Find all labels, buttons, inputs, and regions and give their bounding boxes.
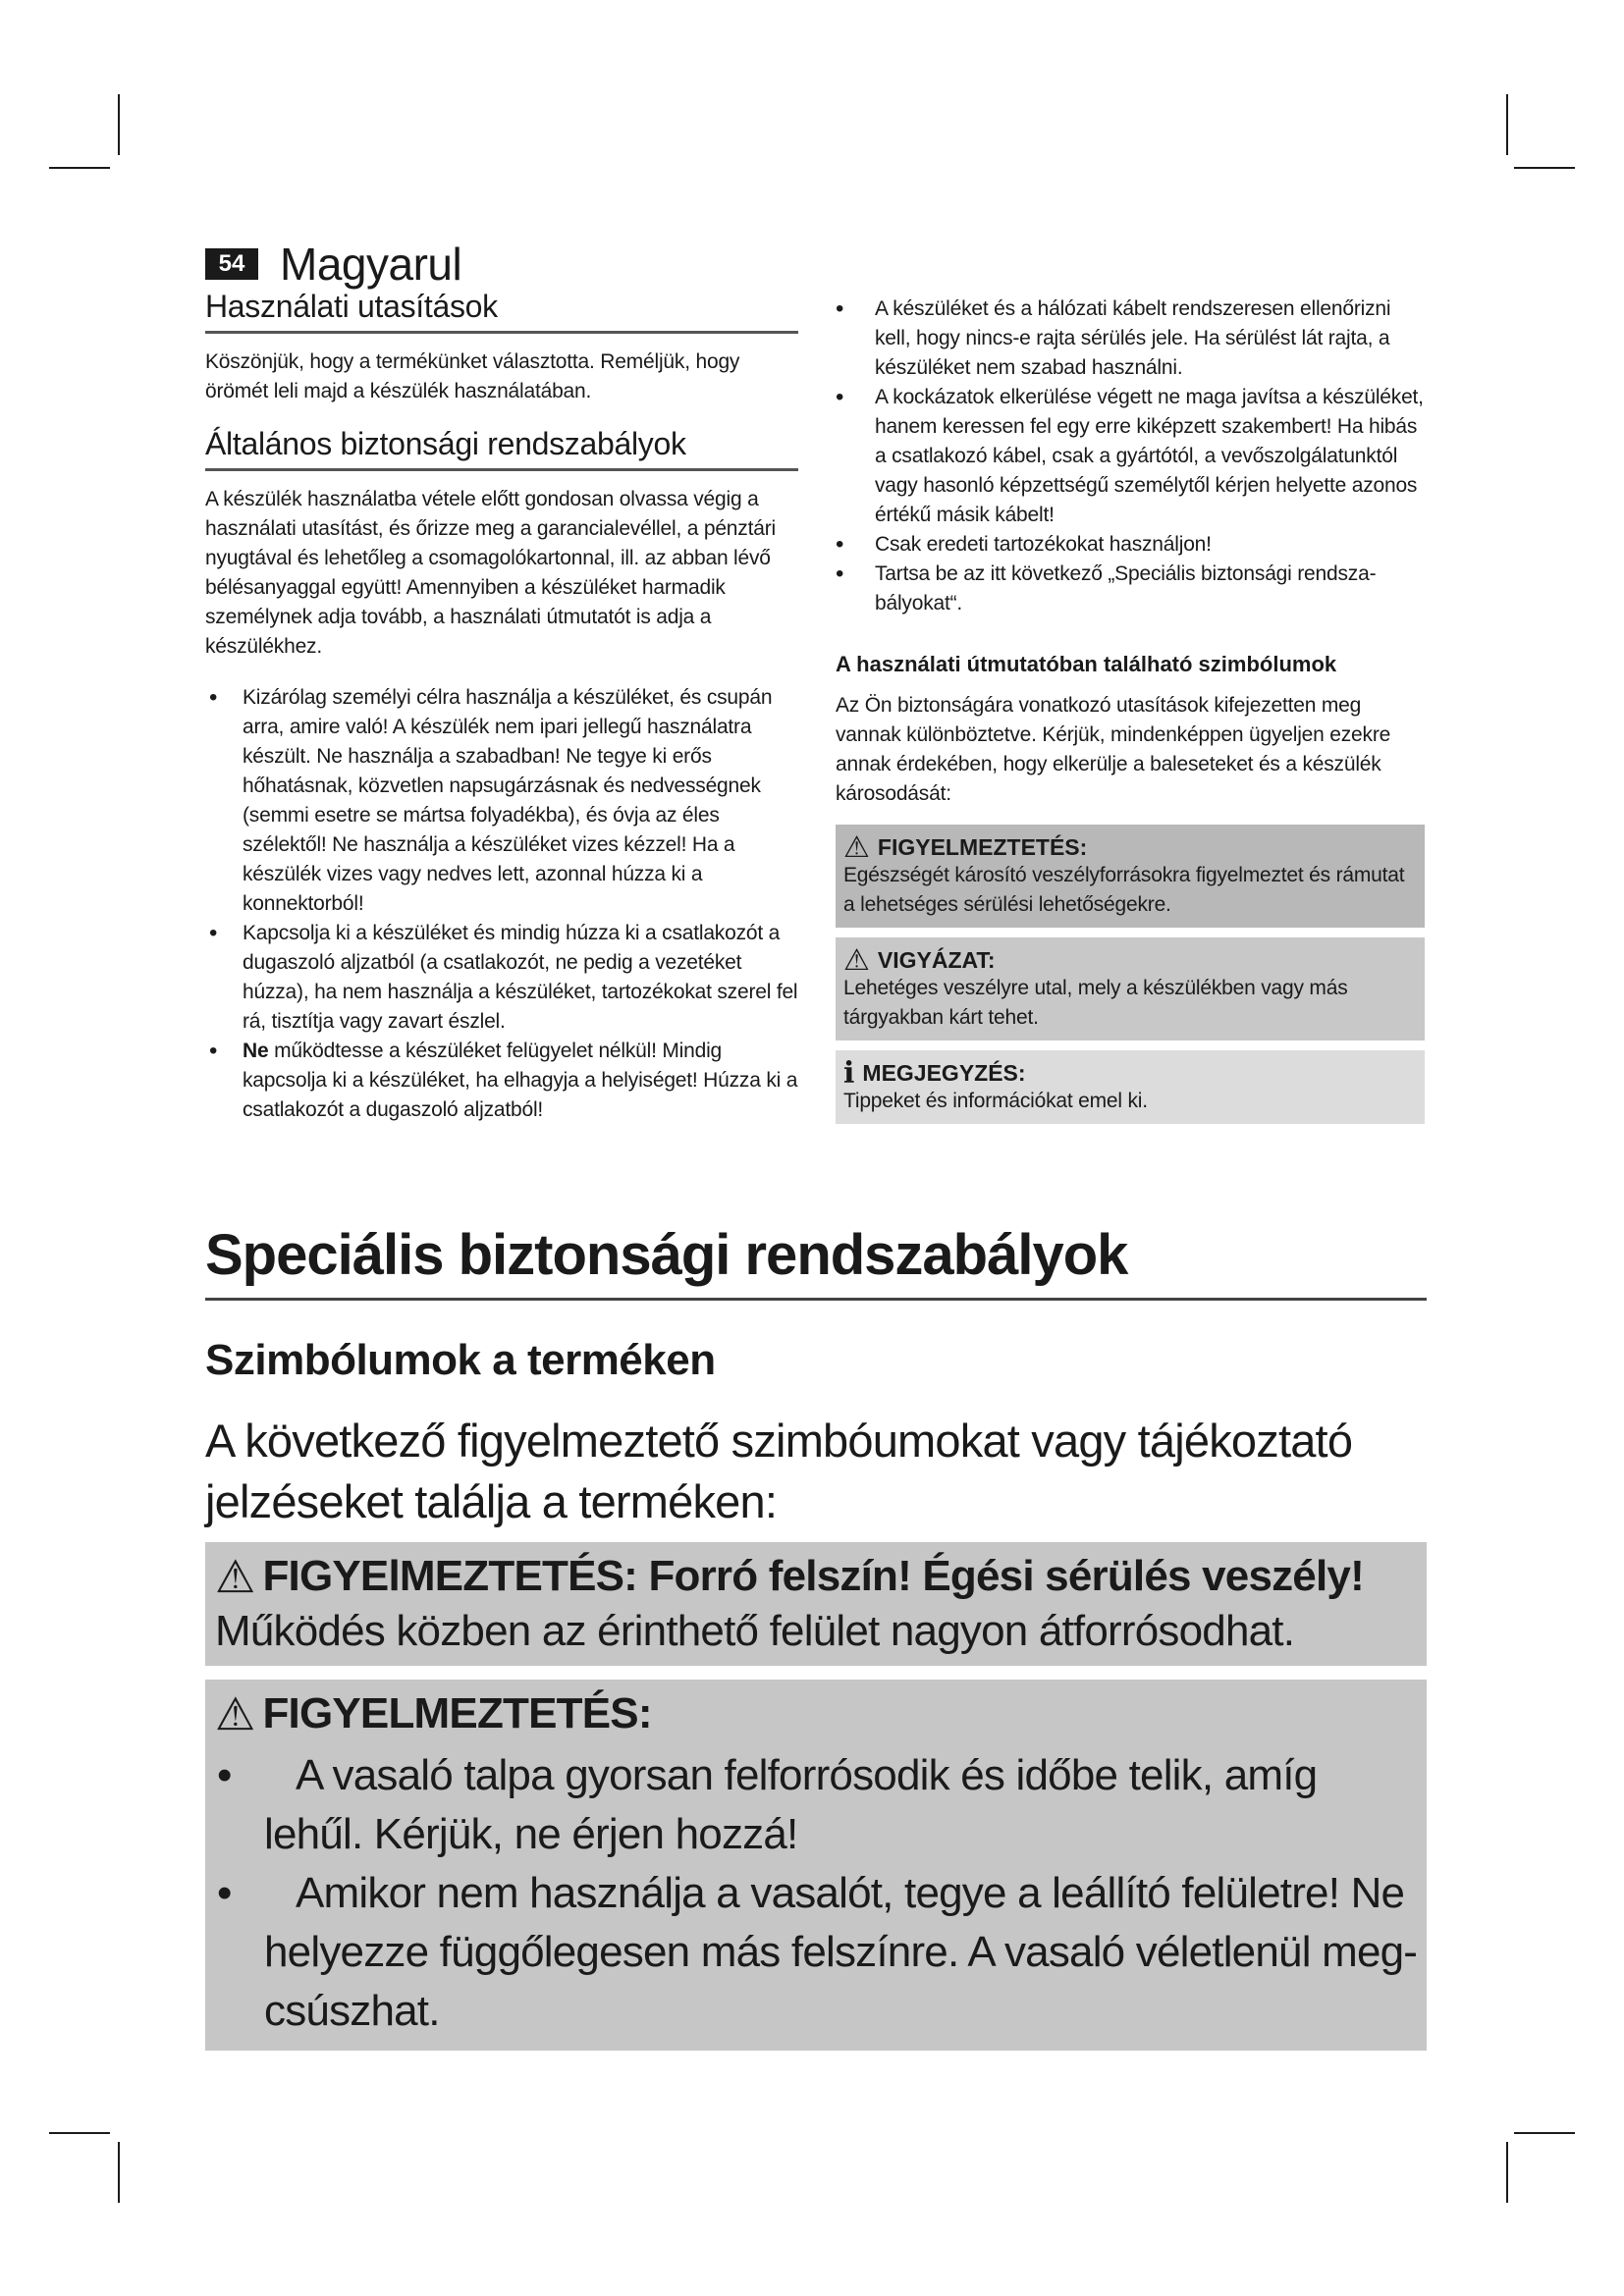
symbols-intro: Az Ön biztonságára vonatkozó utasítások kifejezetten meg vannak különböztetve. Kérjük, mindenképpen ügyeljen ezekre annak érdekében, hogy elkerülje a baleseteket és a készülék károsodását:	[836, 694, 1391, 805]
list-item	[215, 1864, 1419, 2041]
crop-mark	[49, 167, 110, 169]
page-number: 54	[205, 248, 258, 280]
crop-mark	[1514, 2132, 1575, 2134]
hot-surface-warning	[205, 1542, 1427, 1666]
language-title: Magyarul	[280, 239, 462, 290]
list-item: • Tartsa be az itt következő „Speciális biztonsági rendszabályokat“.	[836, 560, 1425, 618]
usage-title: Használati utasítások	[205, 289, 798, 334]
symbols-heading: A használati útmutatóban található szimbólumok	[836, 652, 1337, 676]
crop-mark	[49, 2132, 110, 2134]
iron-warning-list	[215, 1746, 1419, 2041]
hot-surface-icon: ⚠	[215, 1551, 255, 1602]
list-item: • Csak eredeti tartozékokat használjon!	[836, 530, 1425, 560]
crop-mark	[1514, 167, 1575, 169]
list-item	[205, 1037, 798, 1125]
notice-label: VIGYÁZAT:	[877, 947, 996, 973]
notice-text: Tippeket és információkat emel ki.	[843, 1090, 1148, 1112]
notice-text: Egészségét károsító veszélyforrásokra figyelmeztet és rámutat a lehetséges sérülési lehetőségekre.	[843, 864, 1405, 916]
list-item: • Kizárólag személyi célra használja a készüléket, és csupán arra, amire való! A készülék nem ipari jellegű használatra készült. Ne használja a szabadban! Ne tegye ki erős hőhatásnak, közvetlen napsugárzásnak és nedvességnek (semmi esetre se mártsa folyadékba), és óvja az éles szélektől! Ne használja a készüléket vizes kézzel! Ha a készülék vizes vagy nedves lett, azonnal húzza ki a konnektorból!	[205, 683, 798, 919]
general-safety-title: Általános biztonsági rendszabályok	[205, 426, 798, 471]
crop-mark	[1506, 2142, 1508, 2203]
list-item	[215, 1746, 1419, 1864]
special-safety-section	[205, 1222, 1427, 2051]
info-icon: i	[843, 1055, 855, 1091]
crop-mark	[118, 2142, 120, 2203]
list-item: • A kockázatok elkerülése végett ne maga javítsa a készüléket, hanem keressen fel egy erre kiképzett szakembert! Ha hibás a csatlakozó kábel, csak a gyártótól, a vevőszolgálatunktól vagy hasonló képzettségű személytől kérjen helyette azonos értékű másik kábelt!	[836, 383, 1425, 530]
list-item: • Kapcsolja ki a készüléket és mindig húzza ki a csatlakozót a dugaszoló aljzatból (a csatlakozót, ne pedig a vezetéket húzza), ha nem használja a készüléket, tartozékokat szerel fel rá, tisztítja vagy zavart észlel.	[205, 919, 798, 1037]
crop-mark	[118, 94, 120, 155]
emphasis-text: Ne	[243, 1040, 269, 1062]
notice-label: FIGYELMEZTETÉS:	[877, 834, 1088, 860]
caution-notice	[836, 937, 1425, 1041]
general-safety-list	[205, 683, 798, 1125]
safety-list-continued	[836, 294, 1425, 618]
iron-warning	[205, 1680, 1427, 2051]
list-item-text: működtesse a készüléket felügyelet nélkül! Mindig kapcsolja ki a készüléket, ha elhagyja a helyiséget! Húzza ki a csatlakozót a dugaszoló aljzatból!	[243, 1040, 798, 1121]
usage-intro: Köszönjük, hogy a termékünket választotta. Reméljük, hogy örömét leli majd a készülék használatában.	[205, 350, 740, 402]
notice-label: MEGJEGYZÉS:	[862, 1060, 1026, 1086]
note-notice	[836, 1050, 1425, 1124]
warning-notice	[836, 825, 1425, 928]
notice-text: Lehetéges veszélyre utal, mely a készülékben vagy más tárgyakban kárt tehet.	[843, 977, 1348, 1029]
general-safety-intro: A készülék használatba vétele előtt gondosan olvassa végig a használati utasítást, és őrizze meg a garancialevéllel, a pénztári nyugtával és lehetőleg a csomagolókartonnal, ill. az abban lévő bélésanyaggal együtt! Amennyiben a készüléket harmadik személynek adja tovább, a használati útmutatót is adja a készülékhez.	[205, 488, 776, 658]
page-header	[205, 240, 798, 289]
hot-surface-label: FIGYElMEZTETÉS: Forró felszín! Égési sérülés veszély!	[262, 1552, 1364, 1600]
list-item: • A készüléket és a hálózati kábelt rendszeresen ellenőrizni kell, hogy nincs-e rajta sérülés jele. Ha sérülést lát rajta, a készüléket nem szabad használni.	[836, 294, 1425, 383]
crop-mark	[1506, 94, 1508, 155]
special-safety-title: Speciális biztonsági rendszabályok	[205, 1222, 1427, 1301]
right-column	[836, 294, 1425, 1124]
warning-triangle-icon: ⚠	[843, 830, 870, 864]
product-symbols-intro: A következő figyelmeztető szimbóumokat vagy tájékoztató jelzéseket találja a terméken:	[205, 1415, 1353, 1527]
list-item-text: A vasaló talpa gyorsan felforrósodik és időbe telik, amíg lehűl. Kérjük, ne érjen hozzá!	[264, 1751, 1318, 1858]
product-symbols-title: Szimbólumok a terméken	[205, 1336, 716, 1384]
warning-triangle-icon: ⚠	[843, 943, 870, 977]
iron-warning-label: FIGYELMEZTETÉS:	[262, 1689, 652, 1737]
left-column	[205, 240, 798, 1125]
hot-surface-text: Működés közben az érinthető felület nagyon átforrósodhat.	[215, 1607, 1295, 1655]
warning-triangle-icon: ⚠	[215, 1688, 255, 1739]
list-item-text: Amikor nem használja a vasalót, tegye a leállító felületre! Ne helyezze függőlegesen más felszínre. A vasaló véletlenül megcsúszhat.	[264, 1869, 1418, 2035]
